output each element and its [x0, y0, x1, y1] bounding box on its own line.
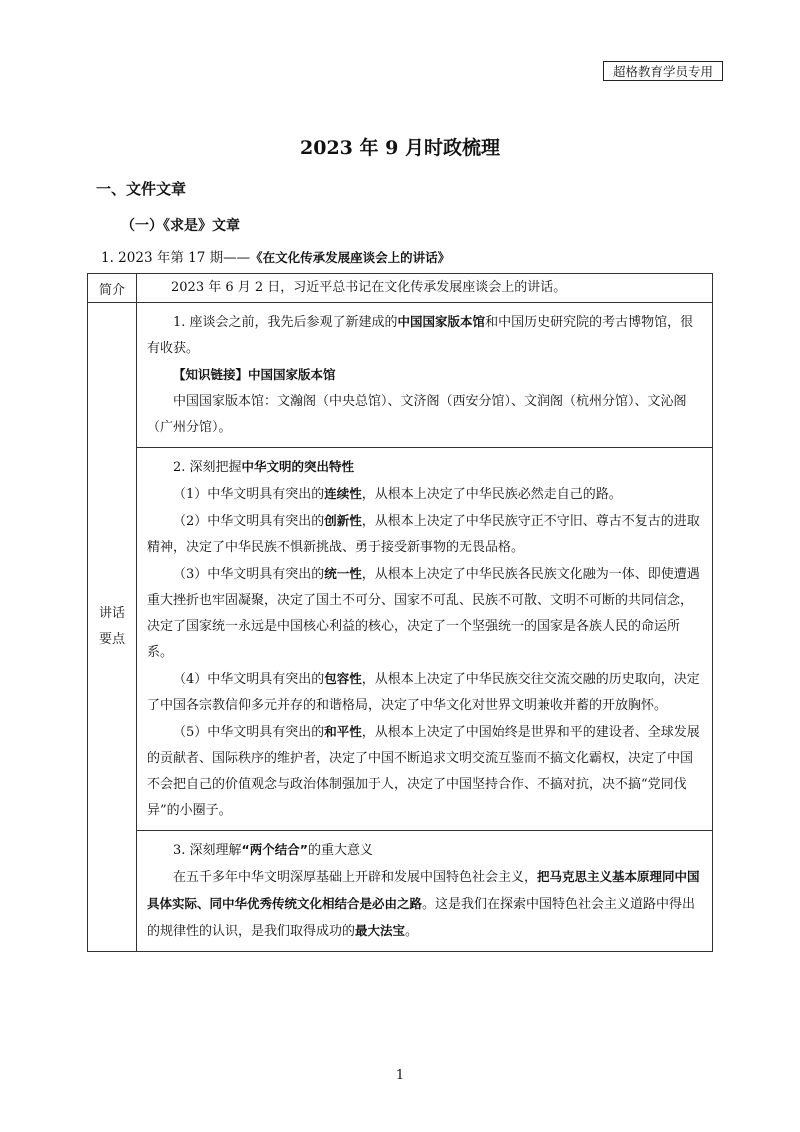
intro-label: 简介 — [88, 274, 137, 303]
trait-item: （3）中华文明具有突出的统一性，从根本上决定了中华民族各民族文化融为一体、即使遭遇重大挫折也牢固凝聚，决定了国土不可分、国家不可乱、民族不可散、文明不可断的共同信念，决定了国家统一永远是中国核心利益的核心，决定了一个坚强统一的国家是各族人民的命运所系。 — [147, 566, 700, 660]
trait-item: （1）中华文明具有突出的连续性，从根本上决定了中华民族必然走自己的路。 — [173, 486, 622, 502]
table-row-points-2 — [88, 448, 713, 831]
speech-table — [87, 273, 713, 952]
points-label-line1: 讲话 — [98, 606, 125, 621]
table-row-points-3 — [88, 831, 713, 952]
document-title: 2023 年 9 月时政梳理 — [300, 137, 500, 159]
block3-paragraph: 在五千多年中华文明深厚基础上开辟和发展中国特色社会主义，把马克思主义基本原理同中国具体实际、同中华优秀传统文化相结合是必由之路。这是我们在探索中国特色社会主义道路中得出的规律性的认识，是我们取得成功的最大法宝。 — [147, 869, 700, 939]
block1-paragraph: 1. 座谈会之前，我先后参观了新建成的中国国家版本馆和中国历史研究院的考古博物馆，很有收获。 — [147, 314, 694, 356]
points-block-1 — [137, 303, 713, 448]
trait-item: （4）中华文明具有突出的包容性，从根本上决定了中华民族交往交流交融的历史取向，决定了中国各宗教信仰多元并存的和谐格局，决定了中华文化对世界文明兼收并蓄的开放胸怀。 — [147, 671, 700, 713]
section-heading: 一、文件文章 — [96, 180, 187, 198]
library-list: 中国国家版本馆：文瀚阁（中央总馆）、文济阁（西安分馆）、文润阁（杭州分馆）、文沁阁（广州分馆）。 — [147, 394, 687, 435]
points-block-2 — [137, 448, 713, 831]
trait-item: （2）中华文明具有突出的创新性，从根本上决定了中华民族守正不守旧、尊古不复古的进取精神，决定了中华民族不惧新挑战、勇于接受新事物的无畏品格。 — [147, 513, 700, 555]
usage-badge: 超格教育学员专用 — [603, 61, 723, 81]
block3-heading: 3. 深刻理解“两个结合”的重大意义 — [173, 842, 373, 858]
points-block-3 — [137, 831, 713, 952]
table-row-points-1 — [88, 303, 713, 448]
points-label — [88, 303, 137, 952]
page-number: 1 — [395, 1068, 405, 1083]
subsection-heading: （一）《求是》文章 — [121, 218, 240, 234]
block2-heading: 2. 深刻把握中华文明的突出特性 — [173, 459, 355, 475]
article-title: 《在文化传承发展座谈会上的讲话》 — [250, 250, 451, 265]
article-heading — [101, 246, 450, 266]
article-prefix: 1. 2023 年第 17 期—— — [101, 250, 251, 266]
points-label-line2: 要点 — [98, 632, 125, 647]
table-row-intro — [88, 274, 713, 303]
trait-item: （5）中华文明具有突出的和平性，从根本上决定了中国始终是世界和平的建设者、全球发展的贡献者、国际秩序的维护者，决定了中国不断追求文明交流互鉴而不搞文化霸权，决定了中国不会把自己的价值观念与政治体制强加于人，决定了中国坚持合作、不搞对抗，决不搞“党同伐异”的小圈子。 — [147, 724, 700, 818]
intro-text: 2023 年 6 月 2 日，习近平总书记在文化传承发展座谈会上的讲话。 — [137, 274, 713, 303]
knowledge-link: 【知识链接】中国国家版本馆 — [173, 367, 336, 382]
